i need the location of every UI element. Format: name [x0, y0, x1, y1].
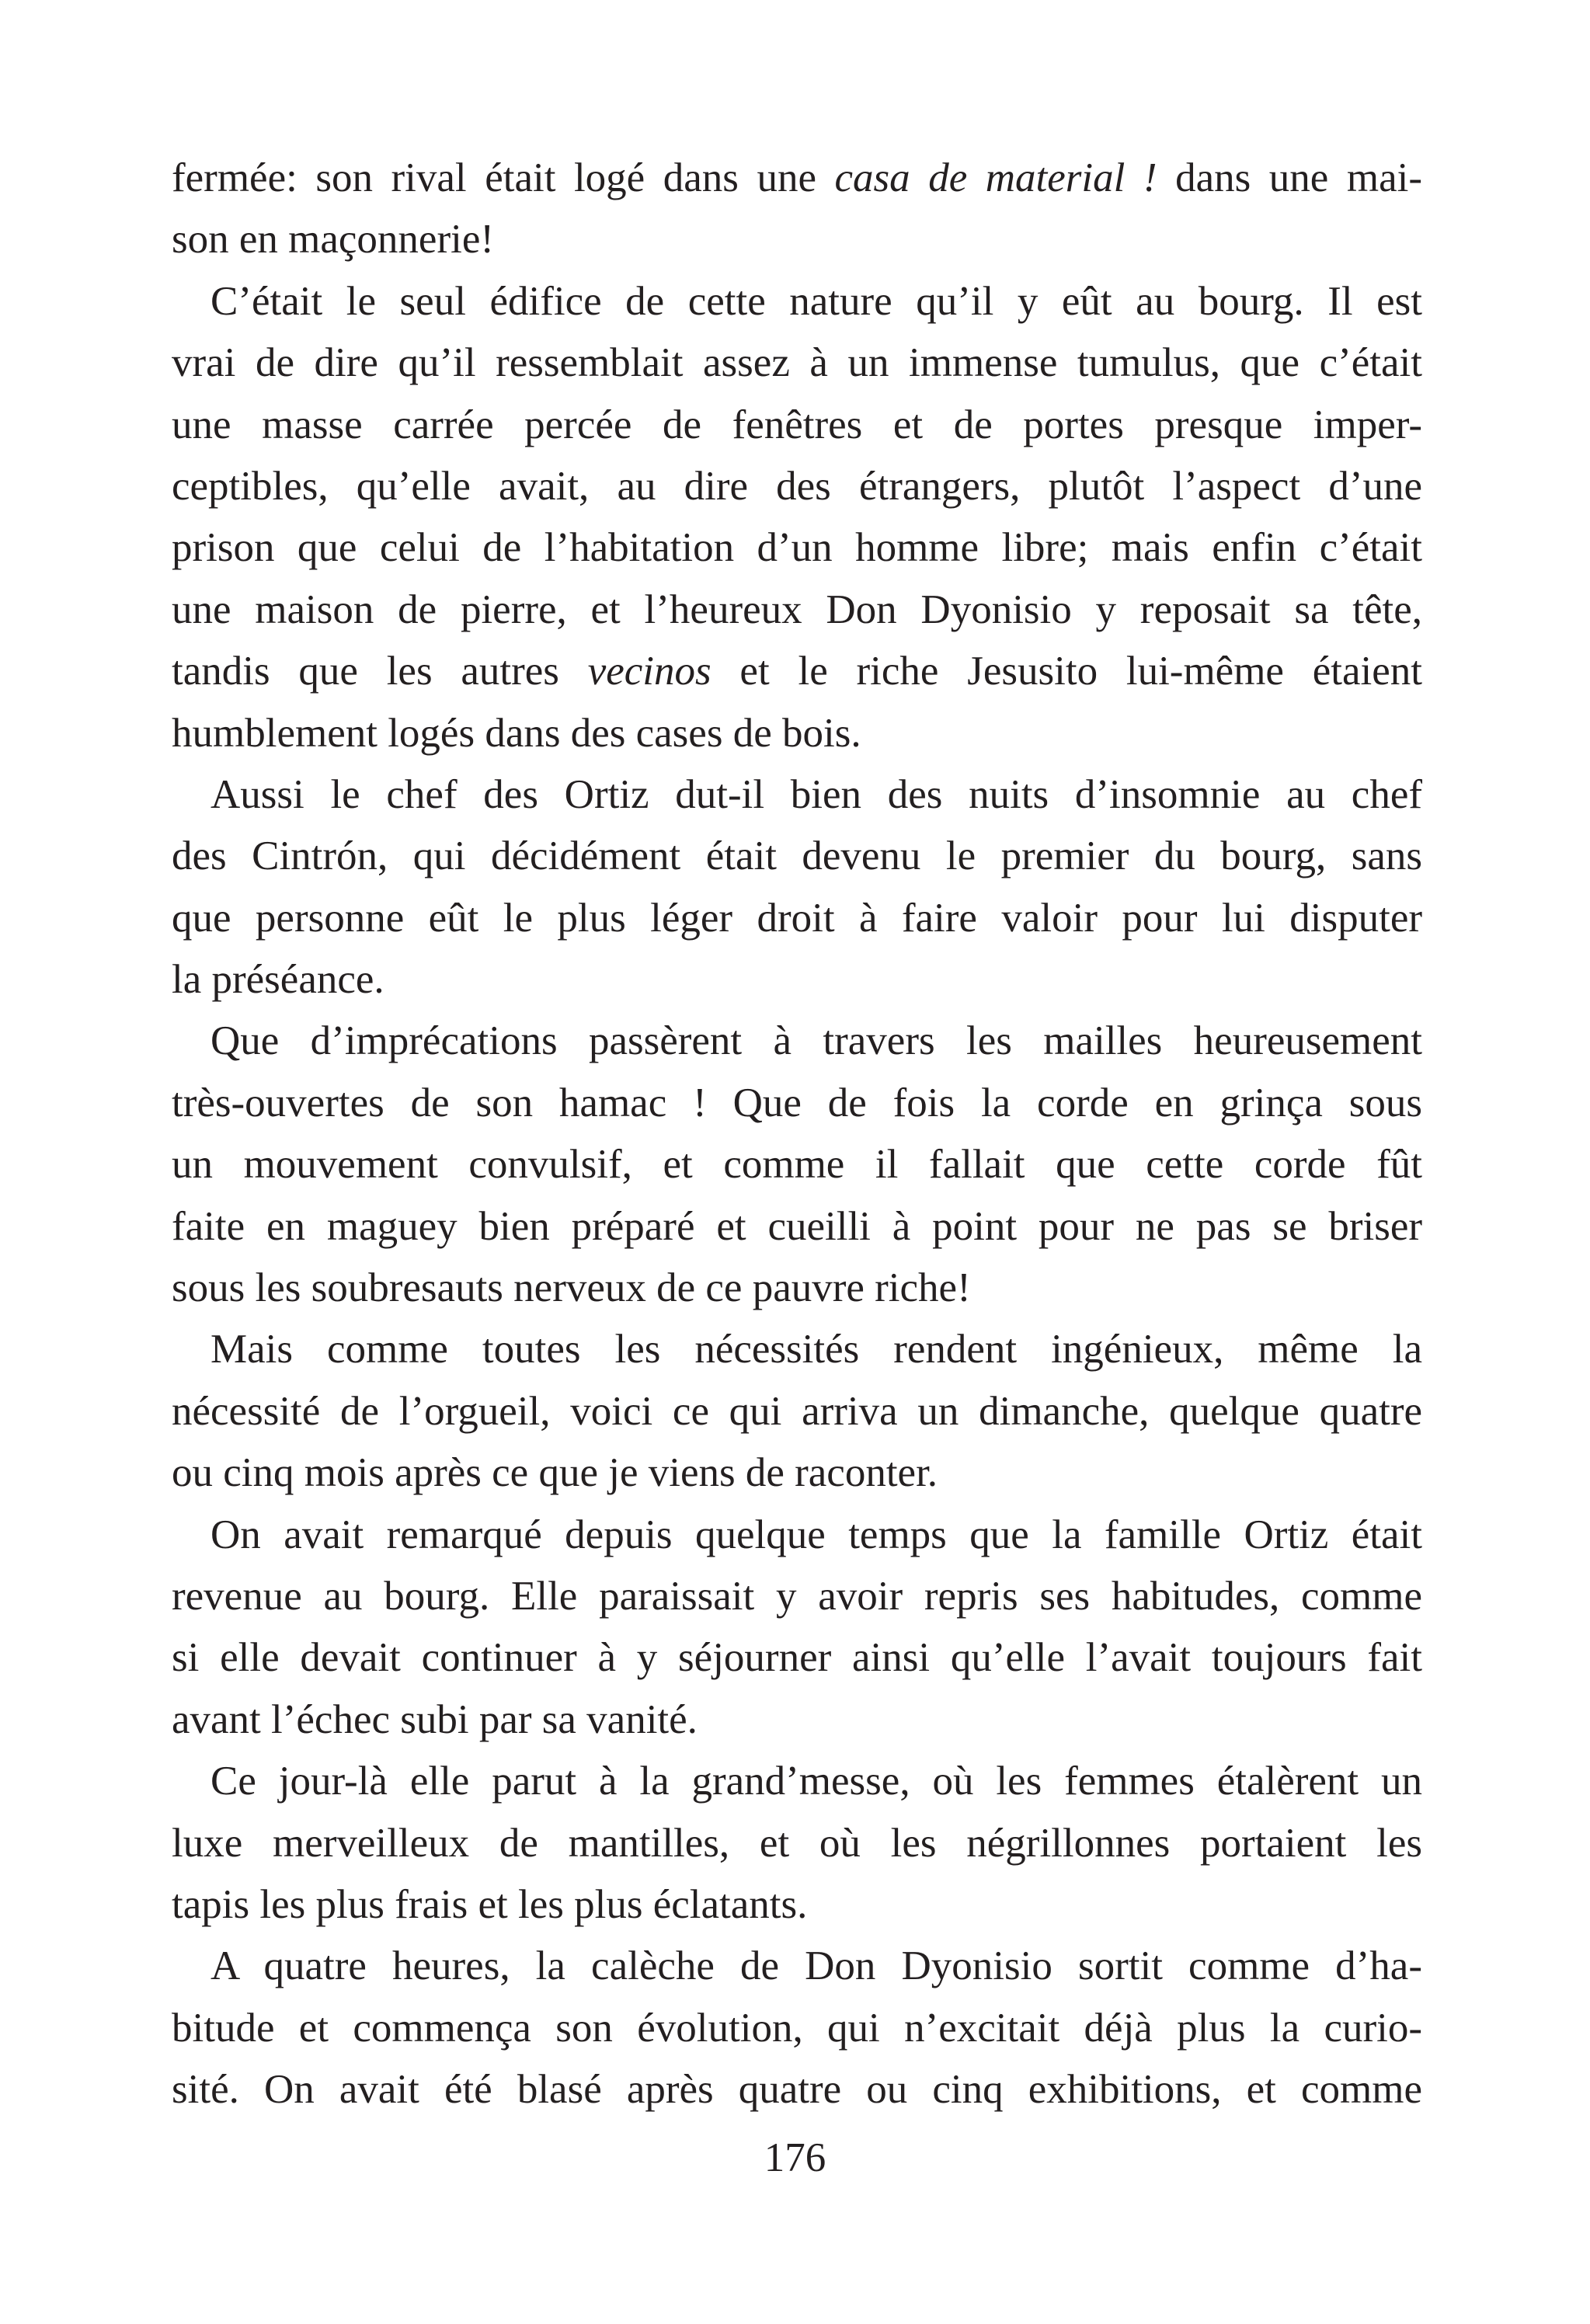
text-segment: faite en maguey bien préparé et cueilli à point pour ne pas se briser [172, 1203, 1422, 1249]
text-line [172, 1011, 1422, 1072]
text-line [172, 2059, 1422, 2120]
text-line [172, 517, 1422, 579]
text-line [172, 949, 1422, 1011]
text-segment: Aussi le chef des Ortiz dut-il bien des nuits d’insomnie au chef [210, 771, 1422, 817]
text-line [172, 1689, 1422, 1751]
text-segment: fermée: son rival était logé dans une [172, 155, 835, 200]
text-segment: une maison de pierre, et l’heureux Don Dyonisio y reposait sa tête, [172, 586, 1422, 632]
text-line [172, 1751, 1422, 1812]
text-line [172, 1134, 1422, 1195]
text-segment: son en maçonnerie! [172, 217, 494, 263]
text-line [172, 1813, 1422, 1874]
text-segment: avant l’échec subi par sa vanité. [172, 1696, 698, 1742]
text-line [172, 1196, 1422, 1258]
text-line [172, 579, 1422, 641]
text-line [172, 764, 1422, 826]
text-line [172, 641, 1422, 702]
text-segment: sité. On avait été blasé après quatre ou cinq exhibitions, et comme [172, 2067, 1422, 2113]
text-line [172, 1381, 1422, 1442]
text-segment: vrai de dire qu’il ressemblait assez à un immense tumulus, que c’était [172, 340, 1422, 386]
text-segment: prison que celui de l’habitation d’un homme libre; mais enfin c’était [172, 525, 1422, 571]
text-segment: Que d’imprécations passèrent à travers les mailles heureusement [210, 1018, 1422, 1064]
text-line [172, 456, 1422, 517]
text-segment: revenue au bourg. Elle paraissait y avoir repris ses habitudes, comme [172, 1573, 1422, 1619]
text-line [172, 888, 1422, 949]
body-text [172, 148, 1422, 2121]
text-segment: luxe merveilleux de mantilles, et où les négrillonnes portaient les [172, 1820, 1422, 1866]
text-line [172, 826, 1422, 887]
text-segment: Mais comme toutes les nécessités rendent ingénieux, même la [210, 1327, 1422, 1372]
text-segment: A quatre heures, la calèche de Don Dyonisio sortit comme d’ha- [210, 1943, 1422, 1989]
text-segment: sous les soubresauts nerveux de ce pauvre riche! [172, 1265, 971, 1311]
text-segment: nécessité de l’orgueil, voici ce qui arriva un dimanche, quelque quatre [172, 1388, 1422, 1434]
text-segment: la préséance. [172, 957, 384, 1003]
text-segment: très-ouvertes de son hamac ! Que de fois la corde en grinça sous [172, 1080, 1422, 1125]
text-line [172, 1505, 1422, 1566]
text-line [172, 148, 1422, 209]
text-segment: On avait remarqué depuis quelque temps que la famille Ortiz était [210, 1512, 1422, 1557]
text-line [172, 1073, 1422, 1134]
text-line [172, 271, 1422, 332]
text-segment: ou cinq mois après ce que je viens de raconter. [172, 1450, 938, 1496]
text-segment: tapis les plus frais et les plus éclatants. [172, 1881, 808, 1927]
text-segment: ceptibles, qu’elle avait, au dire des étrangers, plutôt l’aspect d’une [172, 463, 1422, 509]
text-segment: que personne eût le plus léger droit à faire valoir pour lui disputer [172, 895, 1422, 941]
text-segment: si elle devait continuer à y séjourner ainsi qu’elle l’avait toujours fait [172, 1635, 1422, 1681]
text-line [172, 1874, 1422, 1936]
italic-phrase: vecinos [587, 649, 711, 694]
text-line [172, 1258, 1422, 1319]
text-segment: dans une mai- [1157, 155, 1423, 200]
text-line [172, 703, 1422, 764]
text-segment: Ce jour-là elle parut à la grand’messe, où les femmes étalèrent un [210, 1759, 1422, 1804]
text-segment: un mouvement convulsif, et comme il fallait que cette corde fût [172, 1142, 1422, 1188]
text-line [172, 1566, 1422, 1627]
text-line [172, 395, 1422, 456]
text-segment: une masse carrée percée de fenêtres et de portes presque imper- [172, 402, 1422, 447]
text-line [172, 332, 1422, 394]
italic-phrase: casa de material ! [834, 155, 1157, 200]
text-segment: C’était le seul édifice de cette nature qu’il y eût au bourg. Il est [210, 278, 1422, 324]
text-segment: bitude et commença son évolution, qui n’excitait déjà plus la curio- [172, 2005, 1422, 2051]
text-line [172, 1936, 1422, 1997]
text-line [172, 1627, 1422, 1689]
text-line [172, 1442, 1422, 1504]
page-number: 176 [764, 2135, 826, 2180]
text-segment: tandis que les autres [172, 649, 588, 694]
text-segment: et le riche Jesusito lui-même étaient [711, 649, 1422, 694]
text-line [172, 1319, 1422, 1380]
text-segment: des Cintrón, qui décidément était devenu le premier du bourg, sans [172, 833, 1422, 879]
text-segment: humblement logés dans des cases de bois. [172, 710, 861, 756]
text-line [172, 1998, 1422, 2059]
text-line [172, 209, 1422, 270]
